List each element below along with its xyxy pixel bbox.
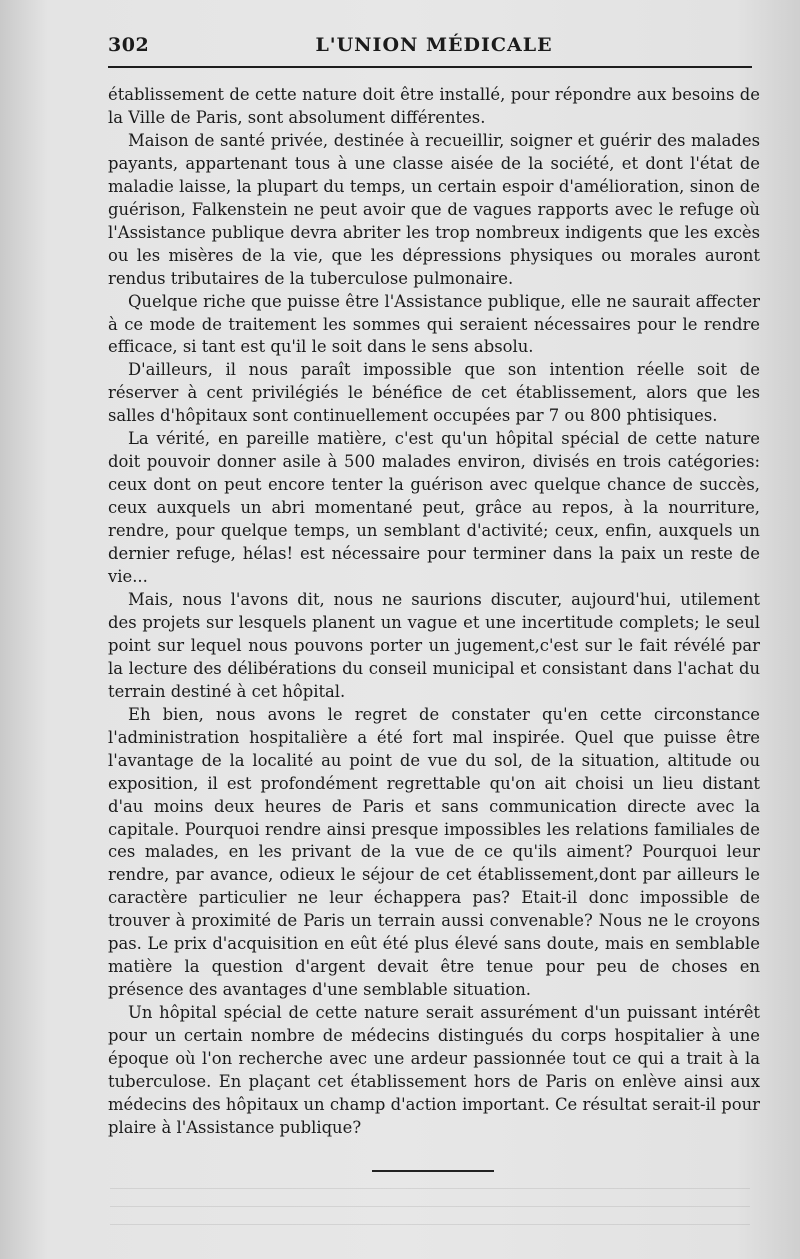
- body-text: [108, 84, 760, 1140]
- page-header: [108, 34, 760, 62]
- page-number: 302: [108, 34, 150, 56]
- show-through-texture: [110, 1180, 750, 1240]
- running-title: L'UNION MÉDICALE: [315, 34, 553, 56]
- paragraph: établissement de cette nature doit être installé, pour répondre aux besoins de la Ville de Paris, sont absolument différentes.: [108, 85, 760, 127]
- paragraph: Un hôpital spécial de cette nature serait assurément d'un puissant intérêt pour un certain nombre de médecins distingués du corps hospitalier à une époque où l'on recherche avec une ardeur passionnée tout ce qui a trait à la tuberculose. En plaçant cet établissement hors de Paris on enlève ainsi aux médecins des hôpitaux un champ d'action important. Ce résultat serait-il pour plaire à l'Assistance publique?: [108, 1003, 760, 1137]
- footnote-rule: [372, 1170, 494, 1172]
- header-rule: [108, 66, 752, 68]
- paragraph: Eh bien, nous avons le regret de constater qu'en cette circonstance l'administration hospitalière a été fort mal inspirée. Quel que puisse être l'avantage de la localité au point de vue du sol, de la situation, altitude ou exposition, il est profondément regrettable qu'on ait choisi un lieu distant d'au moins deux heures de Paris et sans communication directe avec la capitale. Pourquoi rendre ainsi presque impossibles les relations familiales de ces malades, en les privant de la vue de ce qu'ils aiment? Pourquoi leur rendre, par avance, odieux le séjour de cet établissement,dont par ailleurs le caractère particulier ne leur échappera pas? Etait-il donc impossible de trouver à proximité de Paris un terrain aussi convenable? Nous ne le croyons pas. Le prix d'acquisition en eût été plus élevé sans doute, mais en semblable matière la question d'argent devait être tenue pour peu de choses en présence des avantages d'une semblable situation.: [108, 704, 760, 1000]
- paragraph: D'ailleurs, il nous paraît impossible que son intention réelle soit de réserver à cent privilégiés le bénéfice de cet établissement, alors que les salles d'hôpitaux sont continuellement occupées par 7 ou 800 phtisiques.: [108, 360, 760, 426]
- paragraph: Mais, nous l'avons dit, nous ne saurions discuter, aujourd'hui, utilement des projets sur lesquels planent un vague et une incertitude complets; le seul point sur lequel nous pouvons porter un jugement,c'est sur le fait révélé par la lecture des délibérations du conseil municipal et consistant dans l'achat du terrain destiné à cet hôpital.: [108, 589, 760, 701]
- paragraph: Quelque riche que puisse être l'Assistance publique, elle ne saurait affecter à ce mode de traitement les sommes qui seraient nécessaires pour le rendre efficace, si tant est qu'il le soit dans le sens absolu.: [108, 291, 760, 357]
- paragraph: Maison de santé privée, destinée à recueillir, soigner et guérir des malades payants, appartenant tous à une classe aisée de la société, et dont l'état de maladie laisse, la plupart du temps, un certain espoir d'amélioration, sinon de guérison, Falkenstein ne peut avoir que de vagues rapports avec le refuge où l'Assistance publique devra abriter les trop nombreux indigents que les excès ou les misères de la vie, que les dépressions physiques ou morales auront rendus tributaires de la tuberculose pulmonaire.: [108, 130, 760, 288]
- paragraph: La vérité, en pareille matière, c'est qu'un hôpital spécial de cette nature doit pouvoir donner asile à 500 malades environ, divisés en trois catégories: ceux dont on peut encore tenter la guérison avec quelque chance de succès, ceux auxquels un abri momentané peut, grâce au repos, à la nourriture, rendre, pour quelque temps, un semblant d'activité; ceux, enfin, auxquels un dernier refuge, hélas! est nécessaire pour terminer dans la paix un reste de vie...: [108, 429, 760, 587]
